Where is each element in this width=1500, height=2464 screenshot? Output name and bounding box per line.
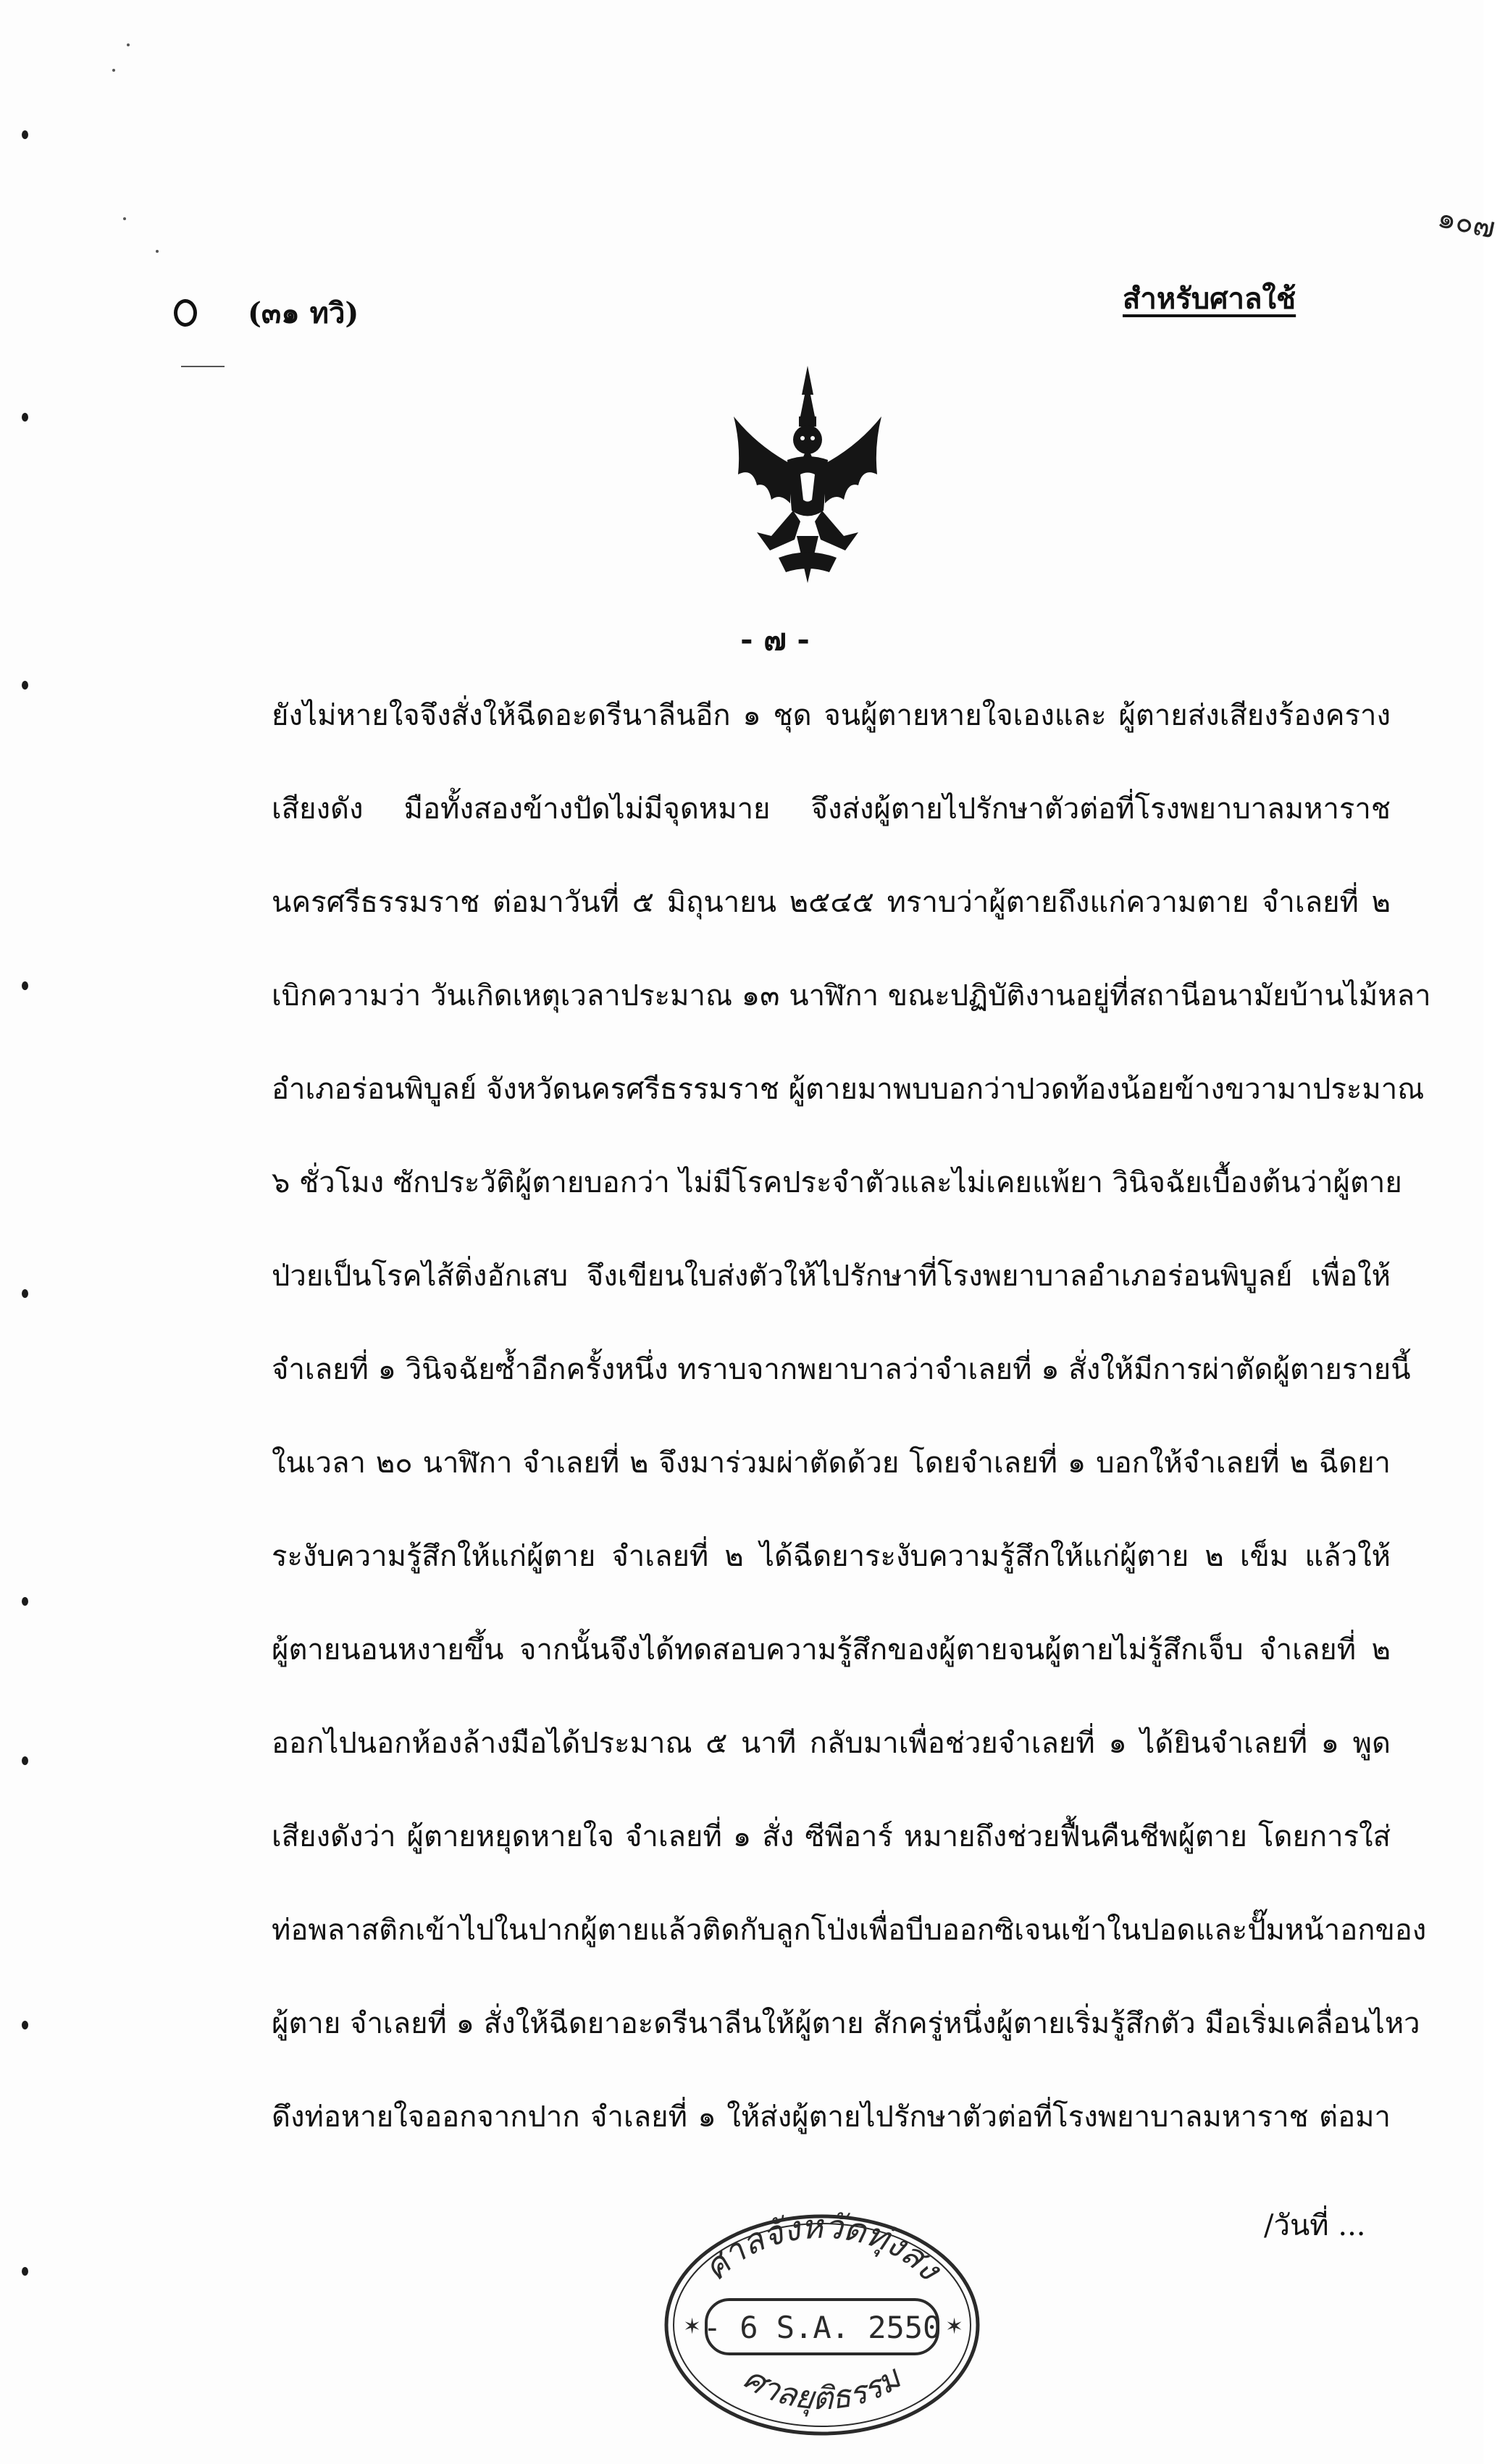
body-line: ป่วยเป็นโรคไส้ติ่งอักเสบ จึงเขียนใบส่งตัวให้ไปรักษาที่โรงพยาบาลอำเภอร่อนพิบูลย์ เพื่อให้ <box>272 1260 1391 1293</box>
scan-speck <box>127 43 130 46</box>
body-text <box>272 694 1431 2189</box>
scan-speck <box>123 217 126 220</box>
stamp-date: - 6 S.A. 2550 <box>703 2310 942 2345</box>
stamp-bottom-text: ศาลยุติธรรม <box>737 2359 908 2418</box>
body-line: ออกไปนอกห้องล้างมือได้ประมาณ ๕ นาที กลับมาเพื่อช่วยจำเลยที่ ๑ ได้ยินจำเลยที่ ๑ พูด <box>272 1727 1391 1760</box>
punch-hole <box>22 1289 28 1298</box>
page-number: - ๗ - <box>740 621 810 657</box>
punch-hole <box>22 1756 28 1765</box>
body-line: เสียงดังว่า ผู้ตายหยุดหายใจ จำเลยที่ ๑ สั่ง ซีพีอาร์ หมายถึงช่วยฟื้นคืนชีพผู้ตาย โดยการใส่ <box>272 1820 1391 1853</box>
garuda-emblem-icon <box>728 366 887 583</box>
body-line: ผู้ตาย จำเลยที่ ๑ สั่งให้ฉีดยาอะดรีนาลีนให้ผู้ตาย สักครู่หนึ่งผู้ตายเริ่มรู้สึกตัว มือเริ่มเคลื่อนไหว <box>272 2007 1420 2040</box>
stamp-top-text: ศาลจังหวัดทุ่งสง <box>695 2206 950 2288</box>
body-line: ระงับความรู้สึกให้แก่ผู้ตาย จำเลยที่ ๒ ได้ฉีดยาระงับความรู้สึกให้แก่ผู้ตาย ๒ เข็ม แล้วให้ <box>272 1540 1391 1573</box>
stamp-star-icon: ✶ <box>683 2314 702 2339</box>
scan-speck <box>181 366 225 367</box>
corner-page-note: ๑๐๗ <box>1434 201 1499 246</box>
court-use-label: สำหรับศาลใช้ <box>1123 282 1296 316</box>
body-line: ดึงท่อหายใจออกจากปาก จำเลยที่ ๑ ให้ส่งผู้ตายไปรักษาตัวต่อที่โรงพยาบาลมหาราช ต่อมา <box>272 2100 1391 2134</box>
court-stamp <box>655 2202 989 2441</box>
body-line: เบิกความว่า วันเกิดเหตุเวลาประมาณ ๑๓ นาฬิกา ขณะปฏิบัติงานอยู่ที่สถานีอนามัยบ้านไม้หลา <box>272 979 1431 1013</box>
body-line: ยังไม่หายใจจึงสั่งให้ฉีดอะดรีนาลีนอีก ๑ ชุด จนผู้ตายหายใจเองและ ผู้ตายส่งเสียงร้องคราง <box>272 699 1391 732</box>
continuation-note: /วันที่ ... <box>1264 2209 1366 2242</box>
stamp-star-icon: ✶ <box>945 2314 964 2339</box>
scan-speck <box>112 69 115 72</box>
body-line: เสียงดัง มือทั้งสองข้างปัดไม่มีจุดหมาย จึงส่งผู้ตายไปรักษาตัวต่อที่โรงพยาบาลมหาราช <box>272 792 1391 826</box>
form-code: (๓๑ ทวิ) <box>248 296 359 330</box>
circle-mark <box>174 299 197 327</box>
punch-hole <box>22 981 28 990</box>
body-line: ท่อพลาสติกเข้าไปในปากผู้ตายแล้วติดกับลูกโป่งเพื่อบีบออกซิเจนเข้าในปอดและปั๊มหน้าอกของ <box>272 1914 1427 1947</box>
punch-hole <box>22 681 28 690</box>
body-line: ในเวลา ๒๐ นาฬิกา จำเลยที่ ๒ จึงมาร่วมผ่าตัดด้วย โดยจำเลยที่ ๑ บอกให้จำเลยที่ ๒ ฉีดยา <box>272 1446 1391 1480</box>
punch-hole <box>22 130 28 139</box>
punch-hole <box>22 1597 28 1606</box>
body-line: ๖ ชั่วโมง ซักประวัติผู้ตายบอกว่า ไม่มีโรคประจำตัวและไม่เคยแพ้ยา วินิจฉัยเบื้องต้นว่าผู้ตาย <box>272 1166 1402 1199</box>
form-header <box>174 290 359 336</box>
punch-hole <box>22 2021 28 2029</box>
body-line: อำเภอร่อนพิบูลย์ จังหวัดนครศรีธรรมราช ผู้ตายมาพบบอกว่าปวดท้องน้อยข้างขวามาประมาณ <box>272 1073 1425 1106</box>
body-line: ผู้ตายนอนหงายขึ้น จากนั้นจึงได้ทดสอบความรู้สึกของผู้ตายจนผู้ตายไม่รู้สึกเจ็บ จำเลยที่ ๒ <box>272 1633 1391 1667</box>
body-line: จำเลยที่ ๑ วินิจฉัยซ้ำอีกครั้งหนึ่ง ทราบจากพยาบาลว่าจำเลยที่ ๑ สั่งให้มีการผ่าตัดผู้ตายรายนี้ <box>272 1353 1411 1386</box>
body-line: นครศรีธรรมราช ต่อมาวันที่ ๕ มิถุนายน ๒๕๔๕ ทราบว่าผู้ตายถึงแก่ความตาย จำเลยที่ ๒ <box>272 886 1391 919</box>
punch-hole <box>22 413 28 422</box>
scan-speck <box>156 250 159 253</box>
punch-hole <box>22 2267 28 2276</box>
